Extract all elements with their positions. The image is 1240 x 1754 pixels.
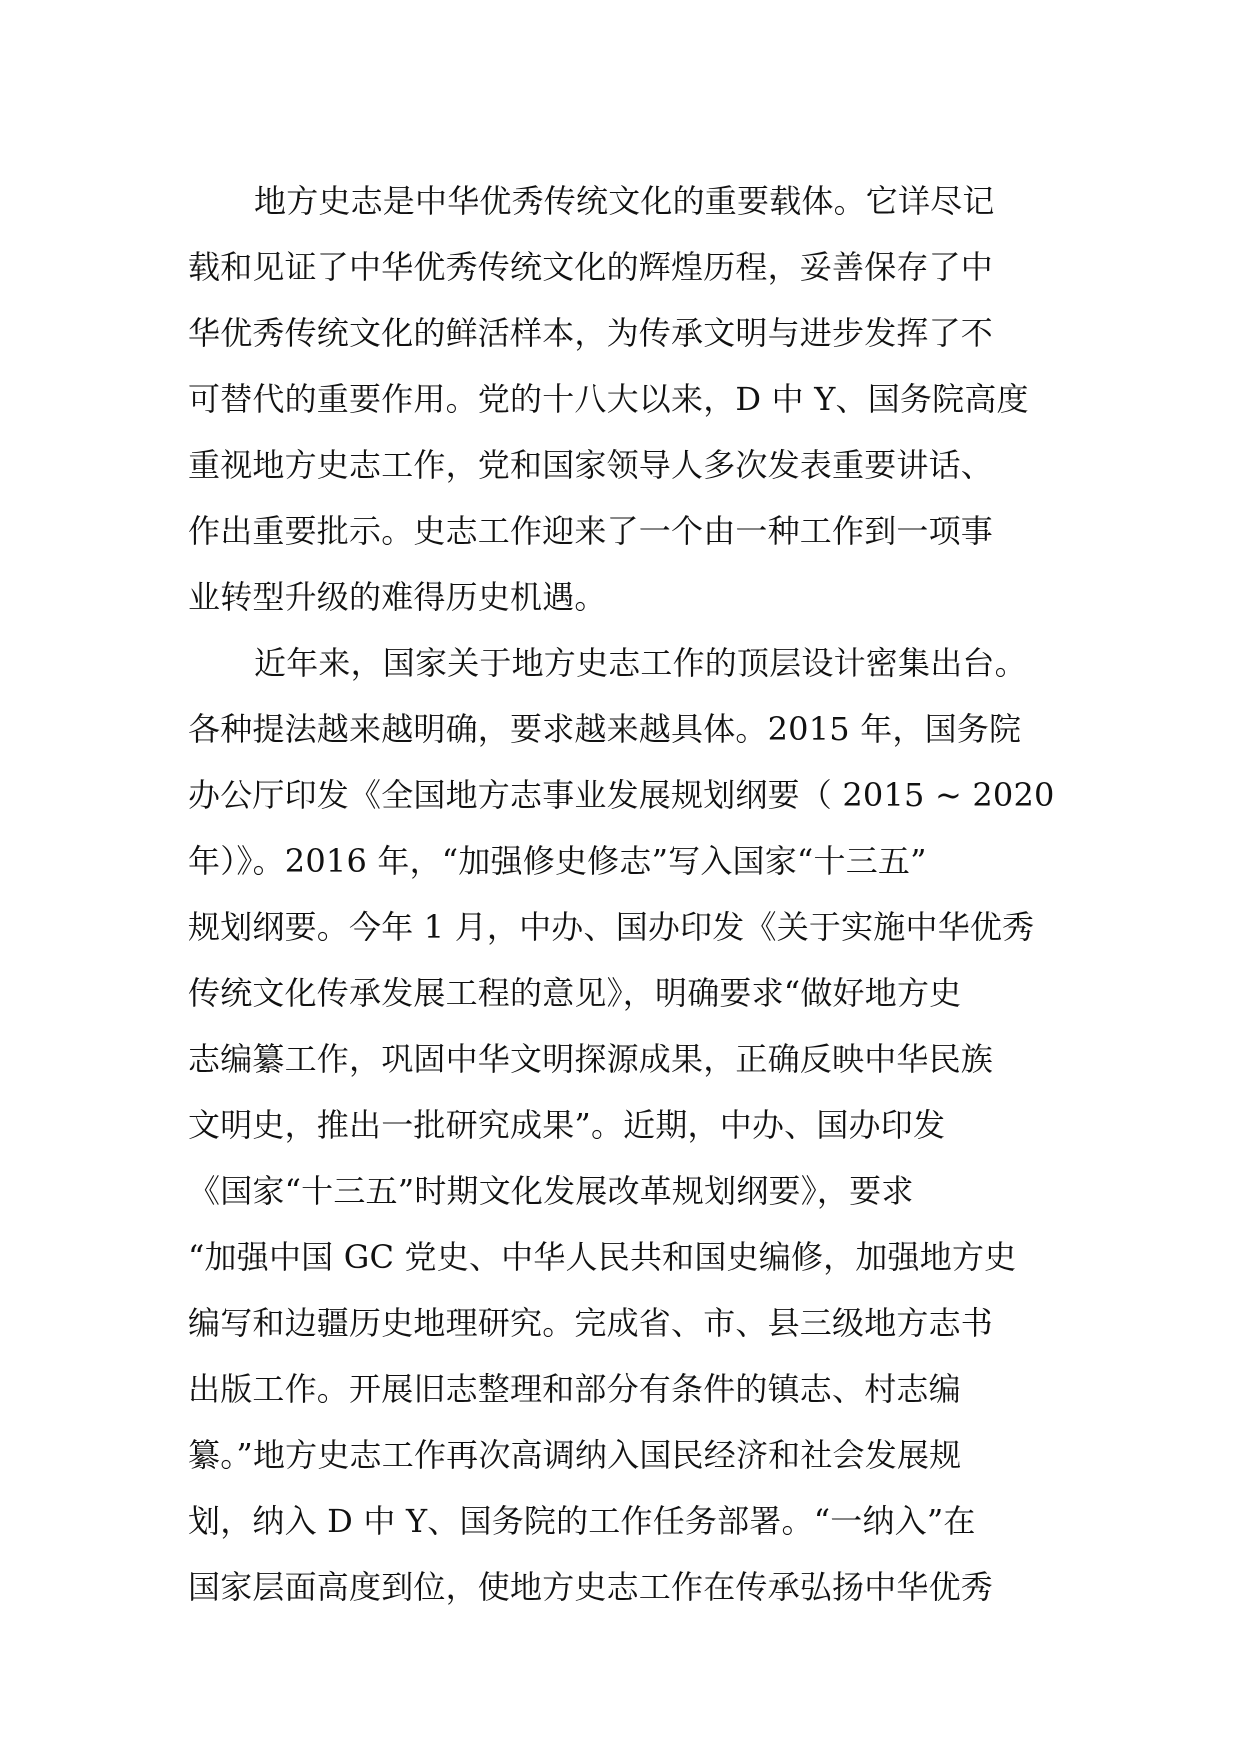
paragraph-1-line-6: 作出重要批示。史志工作迎来了一个由一种工作到一项事 <box>188 512 994 550</box>
paragraph-1-line-5: 重视地方史志工作，党和国家领导人多次发表重要讲话、 <box>188 446 994 484</box>
paragraph-2-line-7: 志编纂工作，巩固中华文明探源成果，正确反映中华民族 <box>188 1040 994 1078</box>
paragraph-2-line-6: 传统文化传承发展工程的意见》，明确要求“做好地方史 <box>188 974 962 1012</box>
paragraph-2-line-13: 纂。”地方史志工作再次高调纳入国民经济和社会发展规 <box>188 1436 962 1474</box>
paragraph-1-line-3: 华优秀传统文化的鲜活样本，为传承文明与进步发挥了不 <box>188 314 994 352</box>
paragraph-1-line-1: 地方史志是中华优秀传统文化的重要载体。它详尽记 <box>254 182 995 220</box>
paragraph-2-line-2: 各种提法越来越明确，要求越来越具体。2015 年，国务院 <box>188 710 1022 748</box>
paragraph-1-line-4: 可替代的重要作用。党的十八大以来，D 中 Y、国务院高度 <box>188 380 1029 418</box>
paragraph-2-line-11: 编写和边疆历史地理研究。完成省、市、县三级地方志书 <box>188 1304 994 1342</box>
paragraph-2-line-3: 办公厅印发《全国地方志事业发展规划纲要（ 2015 ~ 2020 <box>188 776 1055 814</box>
paragraph-2-line-5: 规划纲要。今年 1 月，中办、国办印发《关于实施中华优秀 <box>188 908 1035 946</box>
paragraph-2-line-15: 国家层面高度到位，使地方史志工作在传承弘扬中华优秀 <box>188 1568 994 1606</box>
paragraph-2-line-12: 出版工作。开展旧志整理和部分有条件的镇志、村志编 <box>188 1370 961 1408</box>
paragraph-2-line-8: 文明史，推出一批研究成果”。近期，中办、国办印发 <box>188 1106 946 1144</box>
paragraph-2-line-9: 《国家“十三五”时期文化发展改革规划纲要》，要求 <box>188 1172 914 1210</box>
paragraph-2-line-4: 年）》。2016 年，“加强修史修志”写入国家“十三五” <box>188 842 927 880</box>
body-text <box>188 168 1088 1620</box>
paragraph-2-line-1: 近年来，国家关于地方史志工作的顶层设计密集出台。 <box>254 644 1027 682</box>
paragraph-2-line-10: “加强中国 GC 党史、中华人民共和国史编修，加强地方史 <box>188 1238 1017 1276</box>
paragraph-1-line-2: 载和见证了中华优秀传统文化的辉煌历程，妥善保存了中 <box>188 248 994 286</box>
paragraph-1-line-7: 业转型升级的难得历史机遇。 <box>188 578 607 616</box>
paragraph-2-line-14: 划，纳入 D 中 Y、国务院的工作任务部署。“一纳入”在 <box>188 1502 976 1540</box>
